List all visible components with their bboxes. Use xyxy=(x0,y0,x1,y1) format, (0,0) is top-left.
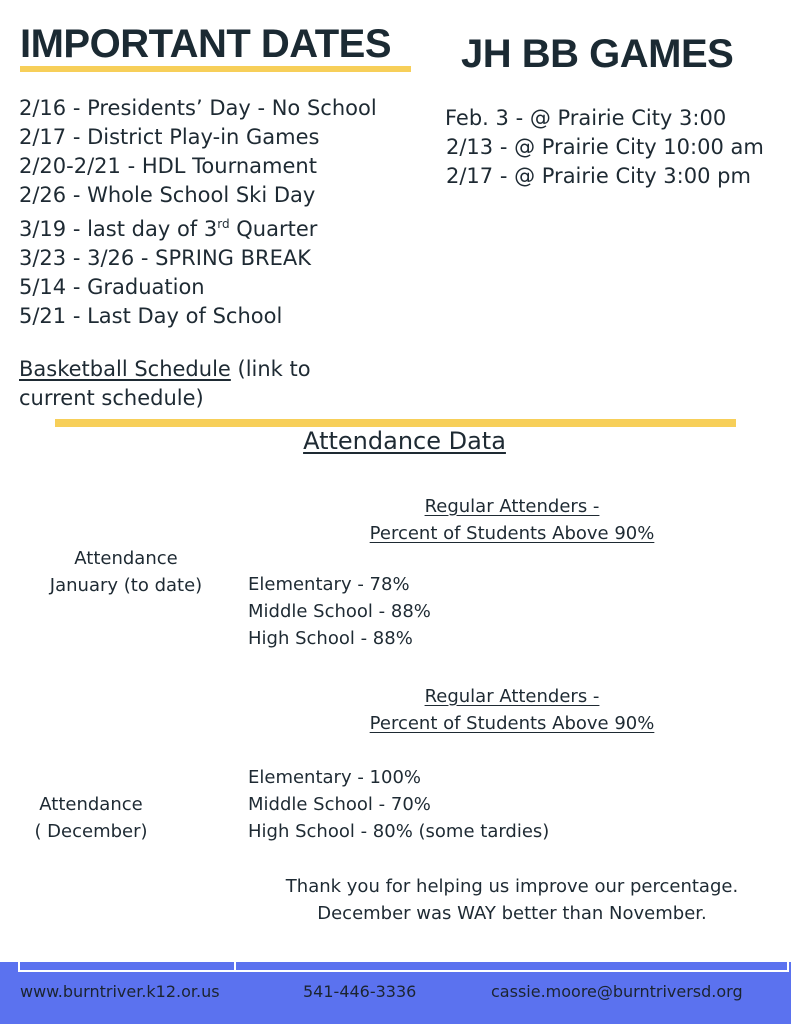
stat-middle-school: Middle School - 70% xyxy=(248,794,431,815)
stat-middle-school: Middle School - 88% xyxy=(248,601,431,622)
basketball-schedule-link[interactable]: Basketball Schedule xyxy=(19,357,231,381)
footer-tab-left xyxy=(18,962,236,972)
important-dates-title: IMPORTANT DATES xyxy=(20,22,391,66)
stat-elementary: Elementary - 100% xyxy=(248,767,422,788)
footer-email-link[interactable]: cassie.moore@burntriversd.org xyxy=(491,982,743,1001)
label-line: Attendance xyxy=(39,794,143,815)
date-item: 2/16 - Presidents’ Day - No School xyxy=(19,96,377,120)
date-item: 5/21 - Last Day of School xyxy=(19,304,283,328)
stat-high-school: High School - 88% xyxy=(248,628,413,649)
december-header xyxy=(252,683,772,737)
thank-you-line: Thank you for helping us improve our percentage. xyxy=(285,876,739,897)
header-line: Regular Attenders - xyxy=(424,496,600,517)
date-item: 2/20-2/21 - HDL Tournament xyxy=(19,154,317,178)
date-item: 2/17 - District Play-in Games xyxy=(19,125,320,149)
footer xyxy=(0,962,791,1024)
stat-high-school: High School - 80% (some tardies) xyxy=(248,821,550,842)
header-line: Percent of Students Above 90% xyxy=(369,523,655,544)
label-line: January (to date) xyxy=(49,575,203,596)
games-title: JH BB GAMES xyxy=(461,32,734,76)
game-item: Feb. 3 - @ Prairie City 3:00 xyxy=(445,106,727,130)
date-item: 3/23 - 3/26 - SPRING BREAK xyxy=(19,246,312,270)
label-line: ( December) xyxy=(34,821,148,842)
thank-you-line: December was WAY better than November. xyxy=(317,903,707,924)
title-underline xyxy=(20,66,411,72)
basketball-note: (link to xyxy=(230,357,311,381)
date-item-text: 3/19 - last day of 3 xyxy=(19,217,218,241)
date-item-text: Quarter xyxy=(229,217,318,241)
header-line: Regular Attenders - xyxy=(424,686,600,707)
footer-website-link[interactable]: www.burntriver.k12.or.us xyxy=(20,982,220,1001)
date-item: 5/14 - Graduation xyxy=(19,275,205,299)
games-list xyxy=(446,104,764,191)
attendance-title: Attendance Data xyxy=(303,427,506,455)
footer-tab-right xyxy=(234,962,789,972)
thank-you-note xyxy=(244,873,780,927)
december-label xyxy=(10,791,172,845)
game-item: 2/13 - @ Prairie City 10:00 am xyxy=(446,135,764,159)
important-dates-list xyxy=(19,94,377,331)
ordinal-suffix: rd xyxy=(217,217,230,231)
stat-elementary: Elementary - 78% xyxy=(248,574,410,595)
january-stats xyxy=(248,571,431,652)
basketball-schedule xyxy=(19,355,311,413)
game-item: 2/17 - @ Prairie City 3:00 pm xyxy=(446,164,751,188)
date-item: 2/26 - Whole School Ski Day xyxy=(19,183,316,207)
date-item xyxy=(19,210,377,244)
header-line: Percent of Students Above 90% xyxy=(369,713,655,734)
basketball-note: current schedule) xyxy=(19,386,204,410)
january-header xyxy=(252,493,772,547)
label-line: Attendance xyxy=(74,548,178,569)
january-label xyxy=(26,545,226,599)
footer-phone: 541-446-3336 xyxy=(303,982,417,1001)
december-stats xyxy=(248,764,549,845)
